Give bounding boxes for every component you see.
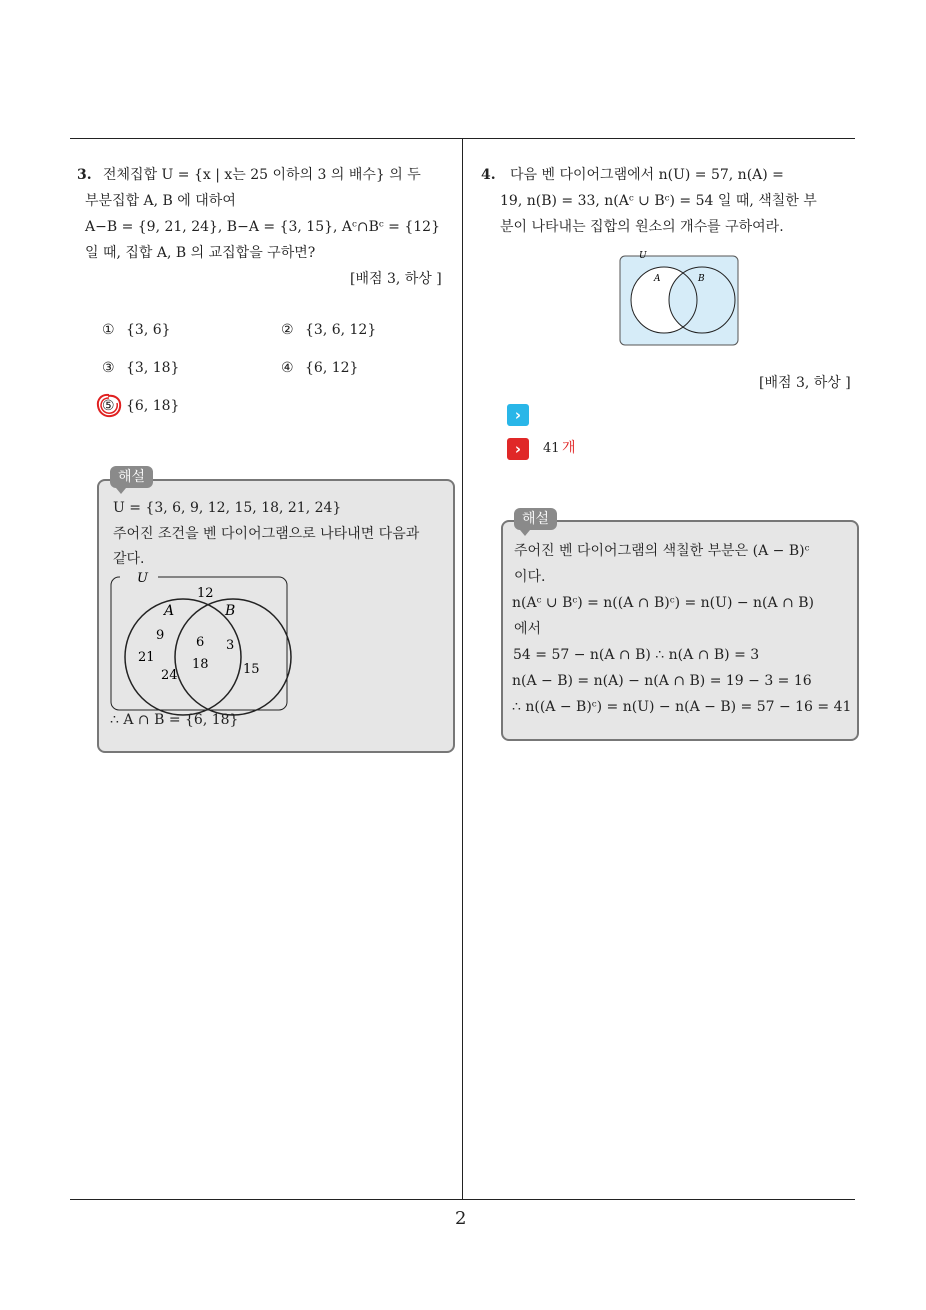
q4-expl-line-1: 주어진 벤 다이어그램의 색칠한 부분은 (A − B)ᶜ <box>514 543 810 559</box>
q3-venn-universe-label: U <box>137 571 148 586</box>
q4-venn-set-b-label: B <box>698 274 705 284</box>
q3-line-2: 부분집합 A, B 에 대하여 <box>85 193 236 209</box>
q3-line-1: 전체집합 U = {x | x는 25 이하의 3 의 배수} 의 두 <box>103 167 421 183</box>
q3-venn-b-only-value: 15 <box>243 662 260 677</box>
q4-expl-line-3: n(Aᶜ ∪ Bᶜ) = n((A ∩ B)ᶜ) = n(U) − n(A ∩ B) <box>512 595 815 611</box>
q3-expl-line-3: 같다. <box>113 551 145 567</box>
q4-expl-line-7: ∴ n((A − B)ᶜ) = n(U) − n(A − B) = 57 − 16 = 41 <box>512 699 852 715</box>
choice-3-mark: ③ <box>102 360 115 376</box>
q3-venn-a-only-value: 24 <box>161 668 178 683</box>
q3-venn-set-b-label: B <box>225 603 236 619</box>
q3-venn-a-only-value: 9 <box>156 628 165 643</box>
q4-expl-line-4: 에서 <box>514 621 542 637</box>
q4-explanation-tag: 해설 <box>514 508 557 530</box>
page-number: 2 <box>455 1208 467 1229</box>
choice-5-mark: ⑤ <box>102 398 115 414</box>
answer-arrow-icon[interactable]: › <box>507 438 529 460</box>
q3-venn-set-a-label: A <box>164 603 175 619</box>
q3-venn-a-only-value: 21 <box>138 650 155 665</box>
choice-3-text: {3, 18} <box>126 360 180 376</box>
choice-4-text: {6, 12} <box>305 360 359 376</box>
bottom-rule <box>70 1199 855 1200</box>
q3-venn-b-only-value: 3 <box>226 638 235 653</box>
choice-1-text: {3, 6} <box>126 322 171 338</box>
q4-line-2: 19, n(B) = 33, n(Aᶜ ∪ Bᶜ) = 54 일 때, 색칠한 부 <box>500 193 817 209</box>
choice-5-text: {6, 18} <box>126 398 180 414</box>
q3-points: [배점 3, 하상 ] <box>350 271 442 287</box>
q4-expl-line-5: 54 = 57 − n(A ∩ B) ∴ n(A ∩ B) = 3 <box>513 647 760 663</box>
choice-4-mark: ④ <box>281 360 294 376</box>
q4-venn-set-a-label: A <box>654 274 661 284</box>
q4-line-1: 다음 벤 다이어그램에서 n(U) = 57, n(A) = <box>510 167 784 183</box>
q3-venn-both-value: 6 <box>196 635 205 650</box>
q3-explanation-tag: 해설 <box>110 466 153 488</box>
q3-venn-diagram <box>106 566 292 716</box>
q4-answer-value: 41 <box>543 441 560 456</box>
q3-conclusion: ∴ A ∩ B = {6, 18} <box>110 712 239 728</box>
choice-2-text: {3, 6, 12} <box>305 322 377 338</box>
q4-points: [배점 3, 하상 ] <box>759 375 851 391</box>
column-divider <box>462 138 463 1200</box>
choice-2-mark: ② <box>281 322 294 338</box>
selected-answer-mark-icon <box>94 392 124 420</box>
q4-venn-diagram <box>619 248 741 348</box>
q4-expl-line-2: 이다. <box>514 569 546 585</box>
q4-answer-unit: 개 <box>562 440 576 456</box>
choice-1-mark: ① <box>102 322 115 338</box>
q4-expl-line-6: n(A − B) = n(A) − n(A ∩ B) = 19 − 3 = 16 <box>512 673 812 689</box>
q4-number: 4. <box>481 167 496 183</box>
q3-line-3: A−B = {9, 21, 24}, B−A = {3, 15}, Aᶜ∩Bᶜ = {12} <box>85 219 440 235</box>
q4-venn-universe-label: U <box>639 251 647 261</box>
q4-line-3: 분이 나타내는 집합의 원소의 개수를 구하여라. <box>500 219 784 235</box>
show-answer-arrow-icon[interactable]: › <box>507 404 529 426</box>
q3-line-4: 일 때, 집합 A, B 의 교집합을 구하면? <box>85 245 316 261</box>
q3-number: 3. <box>77 167 92 183</box>
q3-venn-outside-value: 12 <box>197 586 214 601</box>
q3-expl-line-1: U = {3, 6, 9, 12, 15, 18, 21, 24} <box>113 500 342 516</box>
q3-expl-line-2: 주어진 조건을 벤 다이어그램으로 나타내면 다음과 <box>113 526 420 542</box>
q3-venn-both-value: 18 <box>192 657 209 672</box>
